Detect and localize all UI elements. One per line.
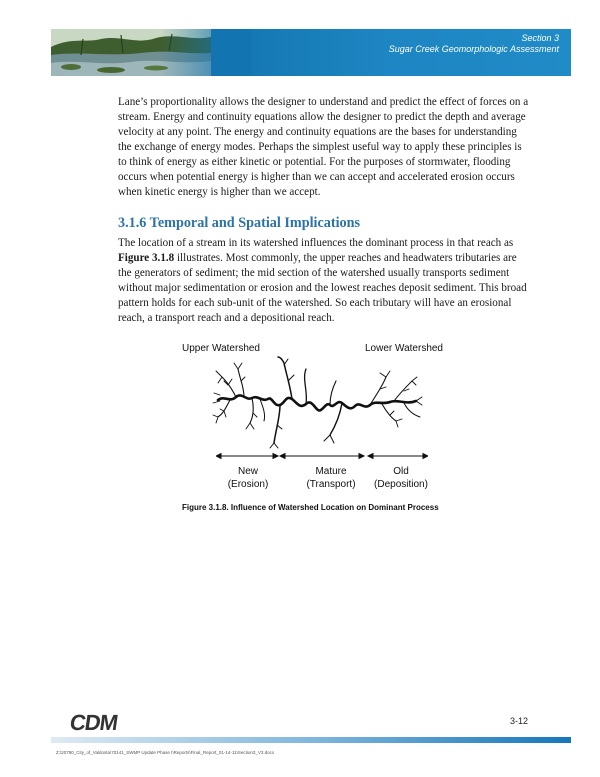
figure-reference: Figure 3.1.8 <box>118 252 175 264</box>
stage-new-name: New <box>237 466 258 477</box>
stage-old-deposition <box>368 465 434 491</box>
stage-mature-name: Mature <box>315 466 347 477</box>
footer-bar <box>51 737 571 743</box>
stage-old-process: (Deposition) <box>374 479 428 490</box>
stage-arrows <box>216 450 428 462</box>
header-subtitle: Sugar Creek Geomorphologic Assessment <box>388 44 559 54</box>
stage-new-erosion <box>222 465 274 491</box>
stage-mature-process: (Transport) <box>306 479 356 490</box>
banner-fade <box>161 29 251 76</box>
upper-watershed-label: Upper Watershed <box>182 343 260 354</box>
lower-watershed-label: Lower Watershed <box>365 343 443 354</box>
paragraph2-before: The location of a stream in its watershed influences the dominant process in that reach as <box>118 237 514 249</box>
stage-old-name: Old <box>393 466 409 477</box>
paragraph-lanes-proportionality: Lane’s proportionality allows the designer to understand and predict the effect of forces on a stream. Energy and continuity equations allow the designer to predict the depth and average velocity at any point. The energy and continuity equations are the bases for understanding the exchange of energy modes. Perhaps the simplest useful way to apply these principles is to think of energy as either kinetic or potential. For the purposes of stormwater, flooding occurs when potential energy is higher than we can accept and accelerated erosion occurs when kinetic energy is higher than we accept. <box>118 96 529 198</box>
section-heading: 3.1.6 Temporal and Spatial Implications <box>118 215 361 231</box>
stage-mature-transport <box>296 465 366 491</box>
header-section: Section 3 <box>521 33 559 43</box>
watershed-river-drawing <box>210 355 425 450</box>
header-banner <box>51 29 571 76</box>
paragraph-temporal-spatial <box>118 236 530 326</box>
header-text <box>389 33 559 55</box>
file-path: Z:\20790_City_of_Valdosta\70141_SWMP Update Phase I\Reports\Final_Report_01-14-11\Section3_V3.docx <box>56 750 275 755</box>
paragraph2-after: illustrates. Most commonly, the upper reaches and headwaters tributaries are the generators of sediment; the mid section of the watershed usually transports sediment without major sedimentation or erosion and the lowest reaches deposit sediment. This broad pattern holds for each sub-unit of the watershed. So each tributary will have an erosional reach, a transport reach and a depositional reach. <box>118 252 527 324</box>
figure-caption: Figure 3.1.8. Influence of Watershed Location on Dominant Process <box>182 503 439 512</box>
stage-new-process: (Erosion) <box>227 479 269 490</box>
cdm-logo: CDM <box>68 710 119 735</box>
page-number: 3-12 <box>510 716 529 726</box>
